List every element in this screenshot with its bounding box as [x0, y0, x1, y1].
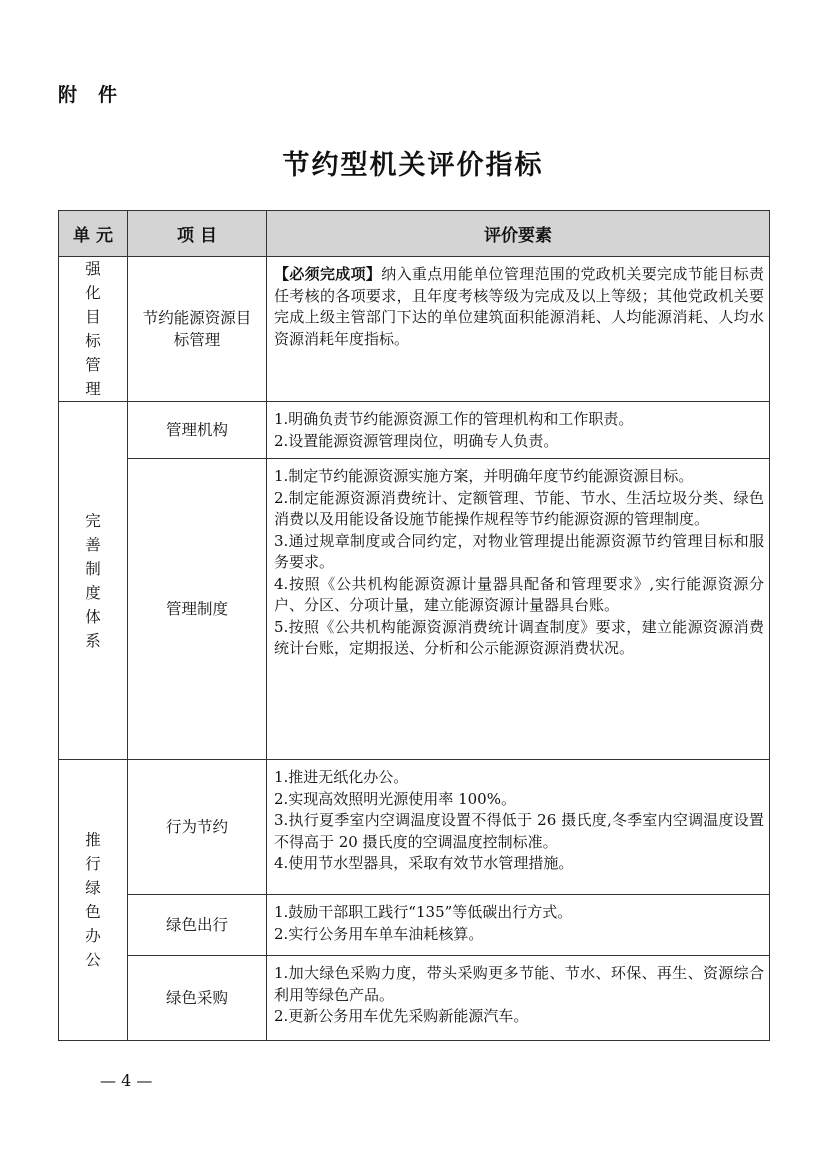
table-row [59, 895, 770, 956]
requirement-item: 4.按照《公共机构能源资源计量器具配备和管理要求》,实行能源资源分户、分区、分项计量，建立能源资源计量器具台账。 [274, 574, 764, 614]
page-number: — 4 — [100, 1071, 153, 1090]
requirement-item: 2.实行公务用车单车油耗核算。 [274, 924, 484, 943]
table-row [59, 760, 770, 895]
project-cell: 管理机构 [128, 402, 267, 459]
project-cell: 节约能源资源目标管理 [128, 257, 267, 402]
requirement-text: 纳入重点用能单位管理范围的党政机关要完成节能目标责任考核的各项要求，且年度考核等级为完成及以上等级；其他党政机关要完成上级主管部门下达的单位建筑面积能源消耗、人均能源消耗、人均水资源消耗年度指标。 [274, 265, 764, 348]
requirement-item: 2.实现高效照明光源使用率 100%。 [274, 789, 516, 808]
unit-cell [59, 257, 128, 402]
project-cell: 管理制度 [128, 459, 267, 760]
table-row [59, 956, 770, 1041]
header-requirements: 评价要素 [267, 211, 770, 257]
project-cell: 绿色出行 [128, 895, 267, 956]
requirements-cell [267, 760, 770, 895]
requirements-cell [267, 459, 770, 760]
evaluation-table [58, 210, 770, 1041]
table-row [59, 459, 770, 760]
document-title: 节约型机关评价指标 [282, 150, 544, 181]
attachment-label: 附 件 [58, 84, 119, 106]
unit-label: 完善制度体系 [85, 511, 101, 650]
header-unit: 单 元 [59, 211, 128, 257]
requirement-item: 3.执行夏季室内空调温度设置不得低于 26 摄氏度,冬季室内空调温度设置不得高于 20 摄氏度的空调温度控制标准。 [274, 811, 764, 851]
requirements-cell [267, 257, 770, 402]
requirement-item: 1.鼓励干部职工践行“135”等低碳出行方式。 [274, 903, 573, 921]
requirement-item: 1.明确负责节约能源资源工作的管理机构和工作职责。 [274, 410, 634, 428]
header-project: 项 目 [128, 211, 267, 257]
requirement-item: 1.加大绿色采购力度，带头采购更多节能、节水、环保、再生、资源综合利用等绿色产品。 [274, 964, 764, 1004]
table-row [59, 402, 770, 459]
requirement-item: 2.制定能源资源消费统计、定额管理、节能、节水、生活垃圾分类、绿色消费以及用能设备设施节能操作规程等节约能源资源的管理制度。 [274, 488, 764, 528]
table-header-row [59, 211, 770, 257]
requirement-item: 2.设置能源资源管理岗位，明确专人负责。 [274, 431, 559, 450]
requirement-item: 4.使用节水型器具，采取有效节水管理措施。 [274, 854, 574, 872]
requirements-cell [267, 402, 770, 459]
requirement-item: 5.按照《公共机构能源资源消费统计调查制度》要求，建立能源资源消费统计台账，定期报送、分析和公示能源资源消费状况。 [274, 617, 764, 657]
unit-cell [59, 402, 128, 760]
unit-label: 推行绿色办公 [85, 831, 101, 969]
project-cell: 行为节约 [128, 760, 267, 895]
requirements-cell [267, 895, 770, 956]
requirement-item: 2.更新公务用车优先采购新能源汽车。 [274, 1007, 529, 1025]
project-cell: 绿色采购 [128, 956, 267, 1041]
table-row [59, 257, 770, 402]
requirement-item: 3.通过规章制度或合同约定，对物业管理提出能源资源节约管理目标和服务要求。 [274, 531, 764, 571]
unit-cell [59, 760, 128, 1041]
mandatory-tag: 【必须完成项】 [274, 265, 382, 283]
unit-label: 强化目标管理 [85, 260, 101, 398]
requirements-cell [267, 956, 770, 1041]
requirement-item: 1.推进无纸化办公。 [274, 768, 409, 786]
requirement-item: 1.制定节约能源资源实施方案，并明确年度节约能源资源目标。 [274, 467, 694, 485]
